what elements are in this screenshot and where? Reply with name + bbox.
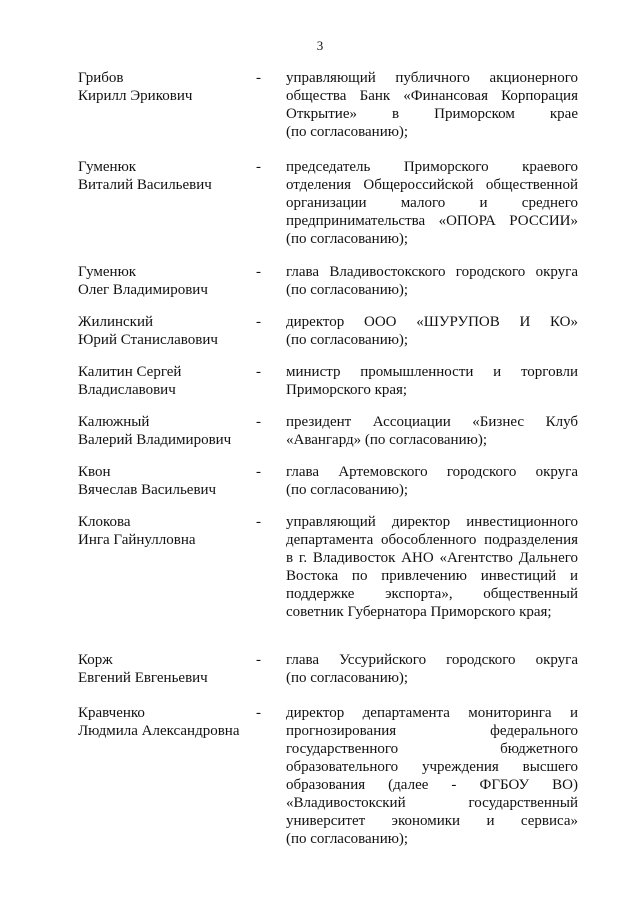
given-names: Людмила Александровна	[78, 723, 240, 739]
member-position	[286, 413, 578, 449]
position-line: министр промышленности и торговли	[286, 364, 578, 380]
position-line: (по согласованию);	[286, 482, 409, 498]
dash: -	[256, 70, 261, 86]
surname: Гуменюк	[78, 159, 137, 175]
position-line: (по согласованию);	[286, 124, 409, 140]
member-entry	[78, 513, 578, 621]
given-names: Олег Владимирович	[78, 282, 208, 298]
surname: Квон	[78, 464, 111, 480]
member-position	[286, 704, 578, 848]
position-line: департамента обособленного подразделения	[286, 532, 578, 548]
position-line: (по согласованию);	[286, 831, 409, 847]
position-line: директор департамента мониторинга и	[286, 705, 578, 721]
surname: Калюжный	[78, 414, 150, 430]
position-line: образовательного учреждения высшего	[286, 759, 578, 775]
dash: -	[256, 364, 261, 380]
member-name	[78, 313, 256, 349]
member-name	[78, 69, 256, 141]
position-line: общества Банк «Финансовая Корпорация	[286, 88, 578, 104]
member-name	[78, 704, 256, 848]
position-line: организации малого и среднего	[286, 195, 578, 211]
position-line: отделения Общероссийской общественной	[286, 177, 578, 193]
surname: Калитин Сергей	[78, 364, 182, 380]
given-names: Юрий Станиславович	[78, 332, 218, 348]
dash: -	[256, 514, 261, 530]
surname: Клокова	[78, 514, 131, 530]
position-line: управляющий директор инвестиционного	[286, 514, 578, 530]
position-line: управляющий публичного акционерного	[286, 70, 578, 86]
member-position	[286, 263, 578, 299]
member-position	[286, 363, 578, 399]
member-entry	[78, 363, 578, 399]
member-entry	[78, 158, 578, 248]
position-line: государственного бюджетного	[286, 741, 578, 757]
position-line: советник Губернатора Приморского края;	[286, 604, 552, 620]
member-name	[78, 363, 256, 399]
position-line: директор ООО «ШУРУПОВ И КО»	[286, 314, 578, 330]
position-line: глава Уссурийского городского округа	[286, 652, 578, 668]
surname: Жилинский	[78, 314, 154, 330]
position-line: (по согласованию);	[286, 231, 409, 247]
given-names: Вячеслав Васильевич	[78, 482, 217, 498]
member-list	[78, 69, 578, 848]
member-name	[78, 651, 256, 687]
member-name	[78, 513, 256, 621]
position-line: прогнозирования федерального	[286, 723, 578, 739]
member-entry	[78, 463, 578, 499]
surname: Кравченко	[78, 705, 145, 721]
given-names: Валерий Владимирович	[78, 432, 232, 448]
member-name	[78, 413, 256, 449]
position-line: председатель Приморского краевого	[286, 159, 578, 175]
given-names: Виталий Васильевич	[78, 177, 212, 193]
member-position	[286, 463, 578, 499]
position-line: глава Артемовского городского округа	[286, 464, 578, 480]
member-position	[286, 651, 578, 687]
position-line: Открытие» в Приморском крае	[286, 106, 578, 122]
position-line: «Авангард» (по согласованию);	[286, 432, 487, 448]
position-line: (по согласованию);	[286, 282, 409, 298]
position-line: в г. Владивосток АНО «Агентство Дальнего	[286, 550, 578, 566]
given-names: Кирилл Эрикович	[78, 88, 193, 104]
member-entry	[78, 651, 578, 687]
dash: -	[256, 264, 261, 280]
position-line: предпринимательства «ОПОРА РОССИИ»	[286, 213, 578, 229]
member-name	[78, 463, 256, 499]
position-line: Приморского края;	[286, 382, 408, 398]
member-entry	[78, 263, 578, 299]
given-names: Владиславович	[78, 382, 176, 398]
position-line: президент Ассоциации «Бизнес Клуб	[286, 414, 578, 430]
dash: -	[256, 159, 261, 175]
dash: -	[256, 464, 261, 480]
dash: -	[256, 414, 261, 430]
member-position	[286, 69, 578, 141]
dash: -	[256, 652, 261, 668]
member-entry	[78, 413, 578, 449]
given-names: Евгений Евгеньевич	[78, 670, 208, 686]
member-entry	[78, 704, 578, 848]
member-entry	[78, 69, 578, 141]
position-line: образования (далее - ФГБОУ ВО)	[286, 777, 578, 793]
position-line: (по согласованию);	[286, 332, 409, 348]
position-line: глава Владивостокского городского округа	[286, 264, 578, 280]
position-line: Востока по привлечению инвестиций и	[286, 568, 578, 584]
surname: Гуменюк	[78, 264, 137, 280]
member-position	[286, 158, 578, 248]
member-position	[286, 313, 578, 349]
dash: -	[256, 314, 261, 330]
surname: Корж	[78, 652, 113, 668]
position-line: университет экономики и сервиса»	[286, 813, 578, 829]
position-line: «Владивостокский государственный	[286, 795, 578, 811]
position-line: поддержке экспорта», общественный	[286, 586, 578, 602]
member-position	[286, 513, 578, 621]
member-name	[78, 158, 256, 248]
member-entry	[78, 313, 578, 349]
position-line: (по согласованию);	[286, 670, 409, 686]
page-number: 3	[316, 38, 324, 53]
member-name	[78, 263, 256, 299]
surname: Грибов	[78, 70, 124, 86]
given-names: Инга Гайнулловна	[78, 532, 196, 548]
dash: -	[256, 705, 261, 721]
